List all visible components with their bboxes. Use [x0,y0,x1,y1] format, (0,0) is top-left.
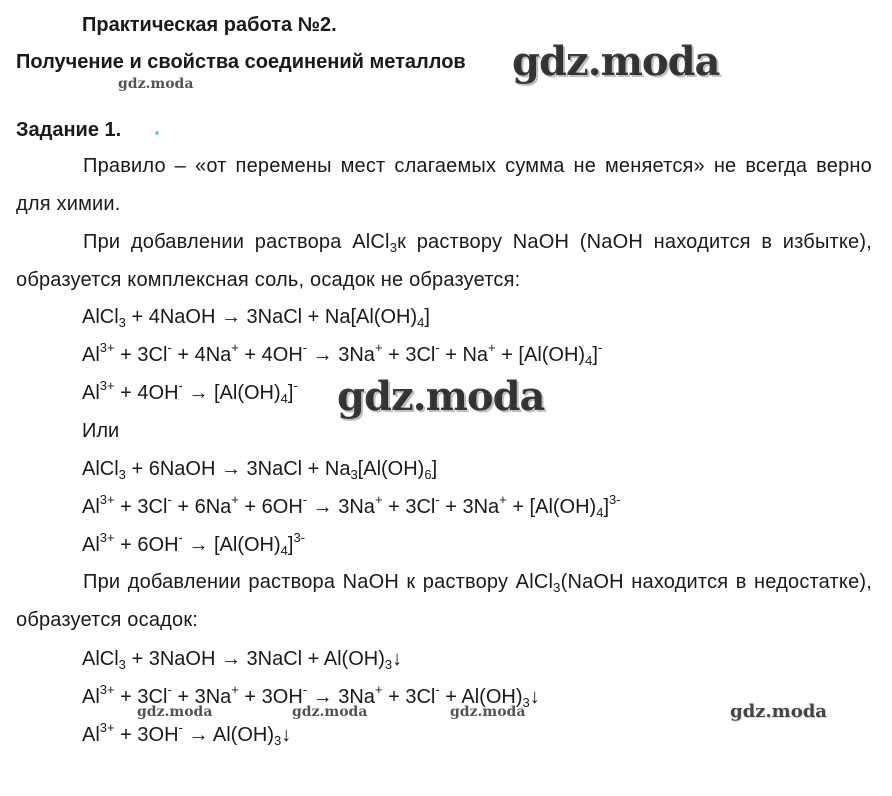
watermark-small: gdz.moda [137,704,213,720]
paragraph-deficit-pre: При добавлении раствора NaOH к раствору AlCl [83,571,554,593]
decorative-dot [155,131,159,135]
paragraph-excess-sub: 3 [389,240,398,255]
page-subtitle: Получение и свойства соединений металлов [16,51,466,73]
watermark-logo: gdz.moda [337,373,545,420]
equation-full-ionic-excess: $Al^{3+} + 3Cl^- + 4Na^+ + 4OH^- \to 3Na^+ + 3Cl^- + Na^+ + [Al(OH)_4]^-$ [82,340,603,368]
equation-short-ionic-alt: $Al^{3+} + 6OH^- \to [Al(OH)_4]^{3-}$ [82,530,306,558]
equation-molecular-deficit: AlCl$_3$ + 3NaOH → 3NaCl + $Al(OH)_3↓$ [82,648,403,672]
equation-short-ionic-deficit: $Al^{3+} + 3OH^-$ → $Al(OH)_3↓$ [82,720,292,748]
paragraph-excess [16,223,872,299]
equation-full-ionic-alt: $Al^{3+} + 3Cl^- + 6Na^+ + 6OH^- \to 3Na^+ + 3Cl^- + 3Na^+ + [Al(OH)_4]^{3-}$ [82,492,621,520]
equation-molecular-alt: AlCl$_3$ + 6NaOH → 3NaCl + $Na_3[Al(OH)_6]$ [82,458,438,482]
watermark-medium: gdz.moda [730,701,827,722]
watermark-logo: gdz.moda [512,38,720,85]
task-heading: Задание 1. [16,119,122,141]
paragraph-deficit-sub: 3 [553,580,561,595]
paragraph-deficit-post: (NaOH находится в недостатке), образуется осадок: [16,571,873,631]
or-label: Или [82,420,120,442]
paragraph-deficit [16,563,872,639]
equation-molecular-excess: AlCl$_3$ + 4NaOH → 3NaCl + $Na[Al(OH)_4]$ [82,306,430,330]
paragraph-excess-post: к раствору NaOH (NaOH находится в избытке), образуется комплексная соль, осадок не образуется: [16,231,872,291]
watermark-small: gdz.moda [118,76,194,92]
watermark-small: gdz.moda [292,704,368,720]
watermark-small: gdz.moda [450,704,526,720]
equation-short-ionic-excess: $Al^{3+} + 4OH^- \to [Al(OH)_4]^-$ [82,378,298,406]
page-title: Практическая работа №2. [82,14,337,36]
paragraph-rule: Правило – «от перемены мест слагаемых сумма не меняется» не всегда верно для химии. [16,155,872,215]
paragraph-excess-pre: При добавлении раствора AlCl [83,231,390,253]
equation-full-ionic-deficit: $Al^{3+} + 3Cl^- + 3Na^+ + 3OH^- \to 3Na^+ + 3Cl^-$ + $Al(OH)_3↓$ [82,682,540,710]
